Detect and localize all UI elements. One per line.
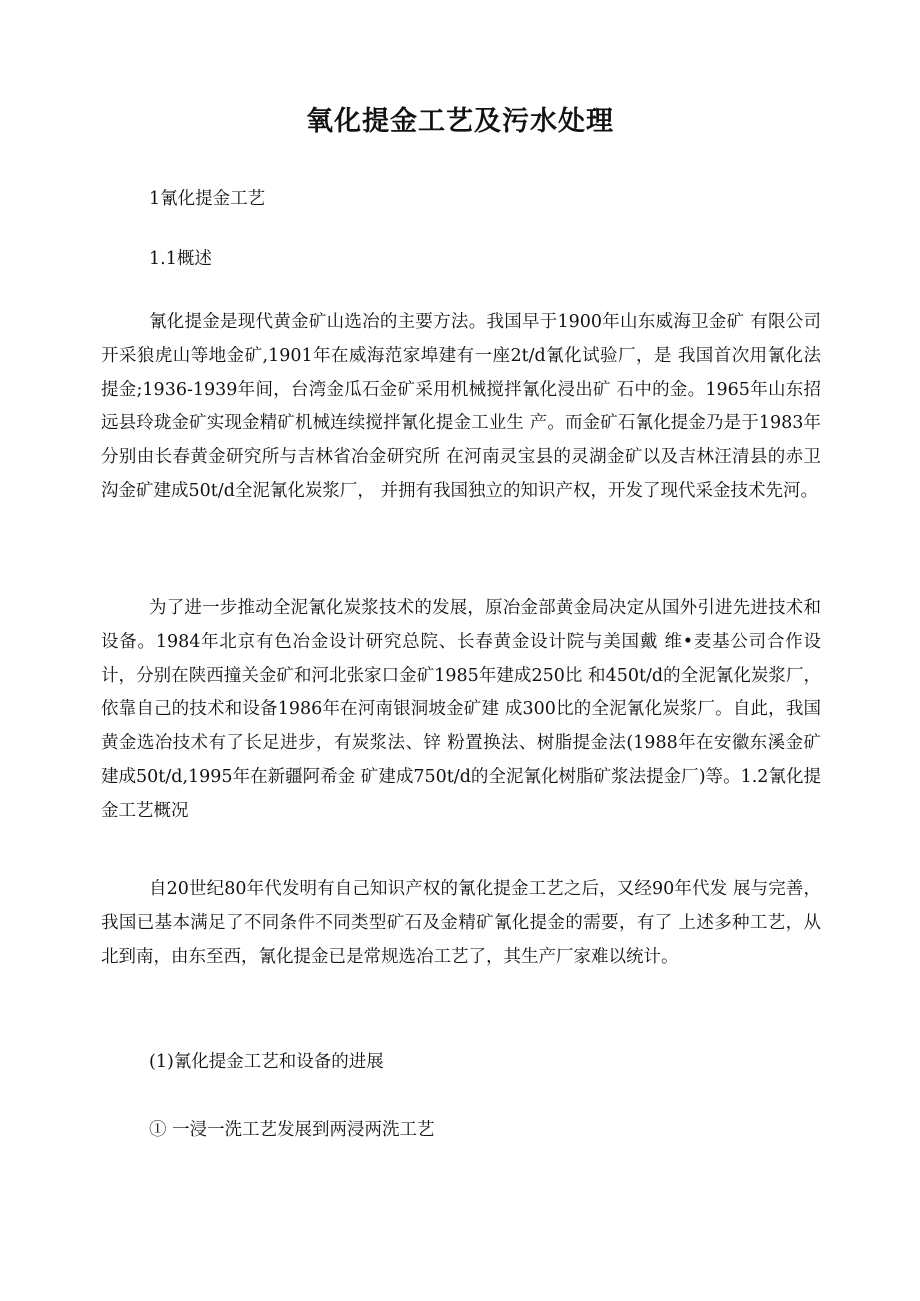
paragraph-overview: 氰化提金是现代黄金矿山选冶的主要方法。我国早于1900年山东威海卫金矿 有限公司开采狼虎山等地金矿,1901年在威海范家埠建有一座2t/d氰化试验厂，是 我国首次用氰化法提金;1936-1939年间，台湾金瓜石金矿采用机械搅拌氰化浸出矿 石中的金。1965年山东招远县玲珑金矿实现金精矿机械连续搅拌氰化提金工业生 产。而金矿石氰化提金乃是于1983年分别由长春黄金研究所与吉林省冶金研究所 在河南灵宝县的灵湖金矿以及吉林汪清县的赤卫沟金矿建成50t/d全泥氰化炭浆厂， 并拥有我国独立的知识产权，开发了现代采金技术先河。 — [101, 312, 821, 501]
list-heading: (1)氰化提金工艺和设备的进展 — [149, 1052, 384, 1072]
list-item: ① 一浸一洗工艺发展到两浸两洗工艺 — [149, 1120, 435, 1140]
paragraph-technology-introduction: 为了进一步推动全泥氰化炭浆技术的发展，原冶金部黄金局决定从国外引进先进技术和设备。1984年北京有色冶金设计研究总院、长春黄金设计院与美国戴 维•麦基公司合作设计，分别在陕西撞关金矿和河北张家口金矿1985年建成250比 和450t/d的全泥氰化炭浆厂，依靠自己的技术和设备1986年在河南银洞坡金矿建 成300比的全泥氰化炭浆厂。自此，我国黄金选冶技术有了长足进步，有炭浆法、锌 粉置换法、树脂提金法(1988年在安徽东溪金矿建成50t/d,1995年在新疆阿希金 矿建成750t/d的全泥氰化树脂矿浆法提金厂)等。1.2氰化提金工艺概况 — [101, 598, 821, 821]
paragraph-process-development: 自20世纪80年代发明有自己知识产权的氰化提金工艺之后，又经90年代发 展与完善，我国已基本满足了不同条件不同类型矿石及金精矿氰化提金的需要，有了 上述多种工艺，从北到南，由东至西，氰化提金已是常规选冶工艺了，其生产厂家难以统计。 — [101, 879, 821, 967]
document-title: 氧化提金工艺及污水处理 — [306, 106, 614, 137]
section-heading: 1氰化提金工艺 — [149, 189, 266, 209]
subsection-heading: 1.1概述 — [149, 249, 212, 269]
